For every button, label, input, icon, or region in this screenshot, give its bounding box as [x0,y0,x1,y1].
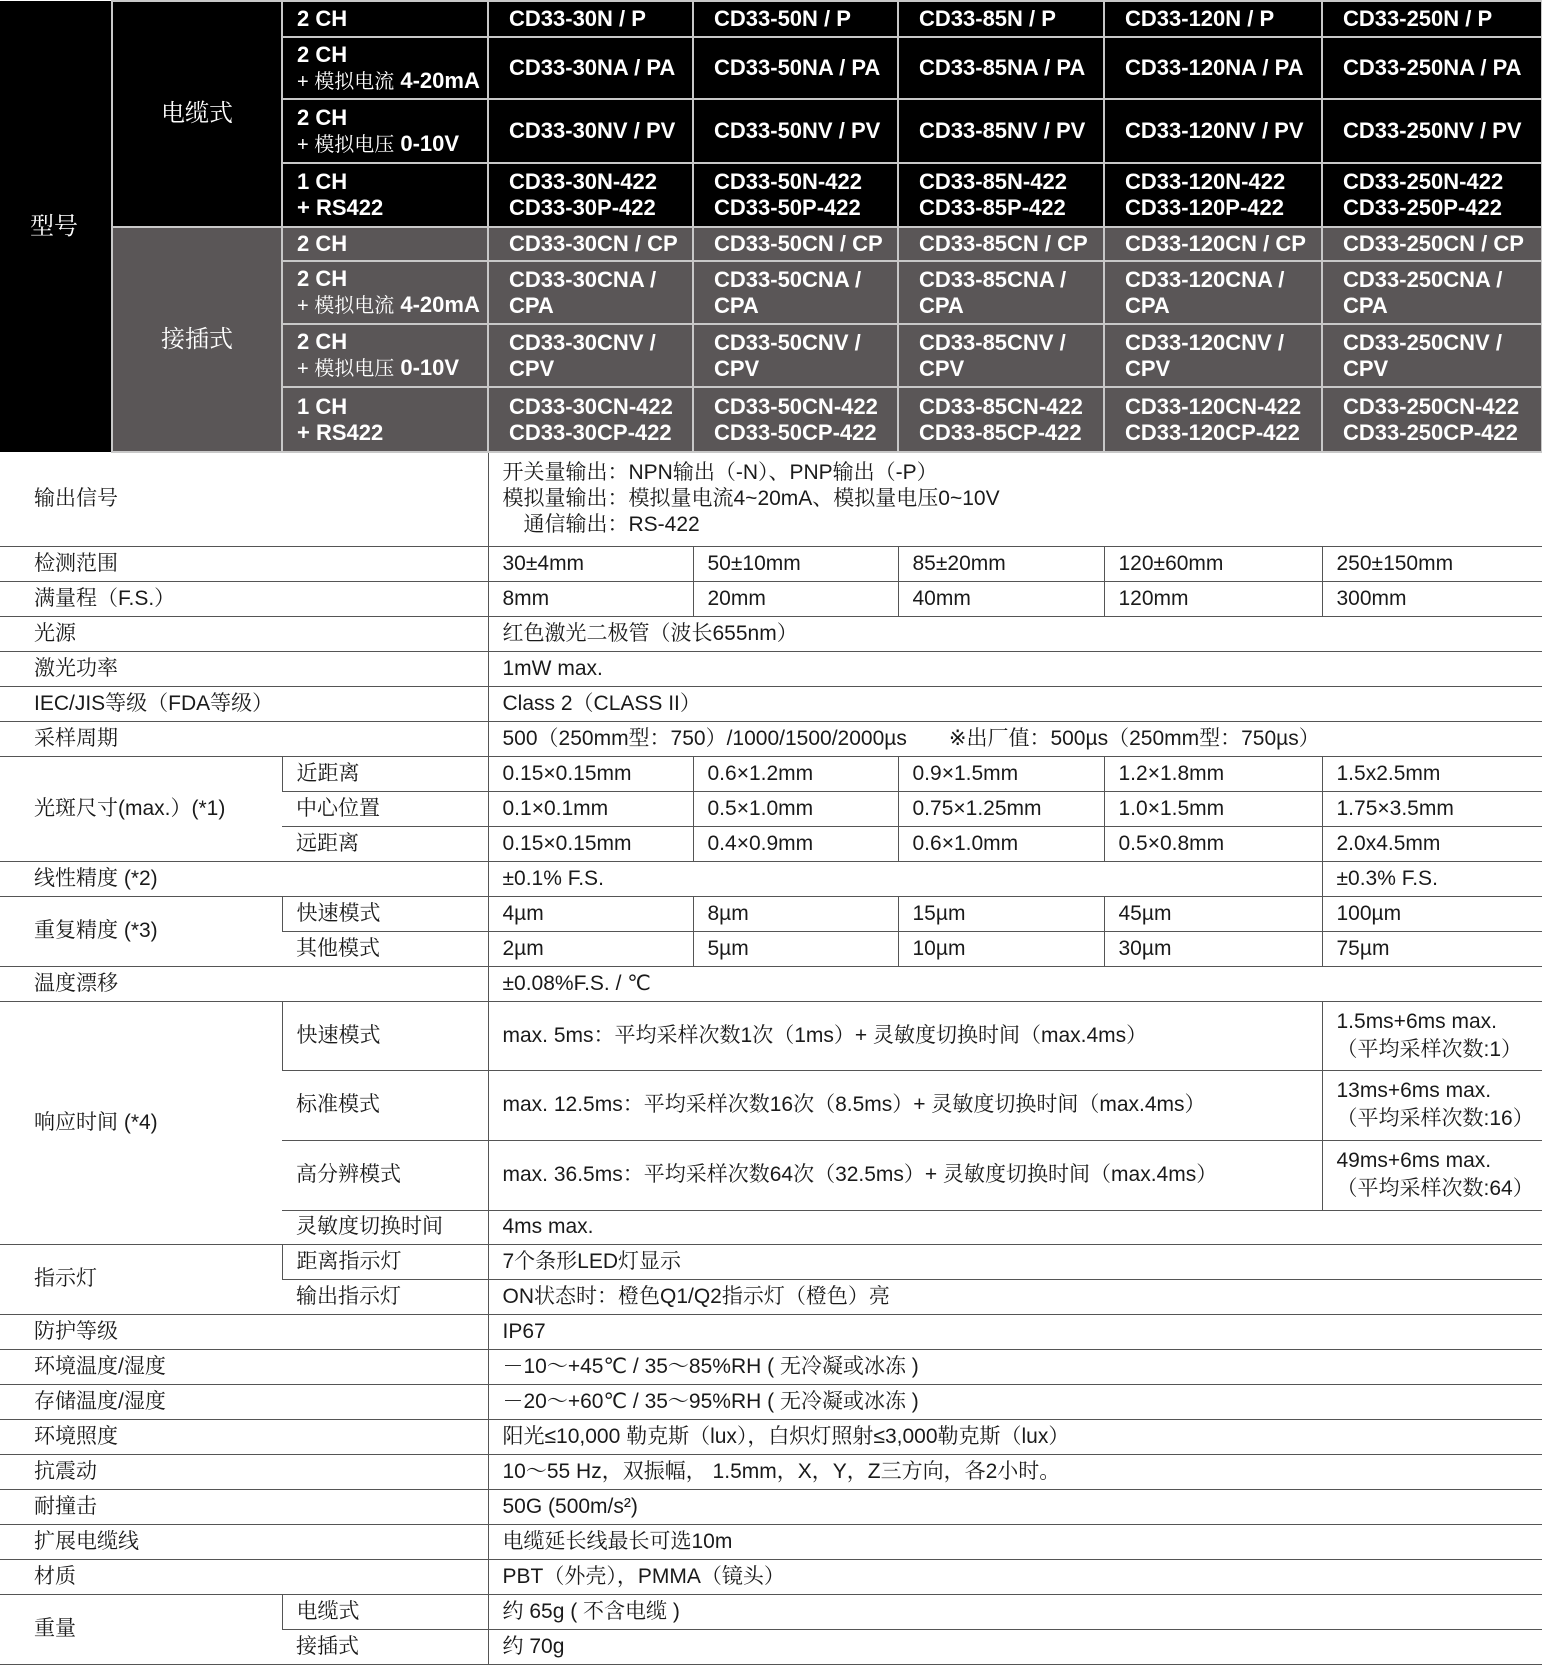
spec-note: 49ms+6ms max. （平均采样次数:64） [1322,1140,1542,1210]
spec-value: 8µm [693,896,898,931]
model-cell: CD33-50NV / PV [693,99,898,163]
model-cell: CD33-250NA / PA [1322,37,1542,99]
spec-value: 85±20mm [898,546,1104,581]
spec-value: 7个条形LED灯显示 [488,1244,1542,1279]
spec-value: 30µm [1104,931,1322,966]
model-cell: CD33-120CN / CP [1104,227,1322,261]
spec-value: 1.5x2.5mm [1322,756,1542,791]
spec-label: 检测范围 [0,546,488,581]
model-cell: CD33-30CN / CP [488,227,693,261]
spec-value: 0.9×1.5mm [898,756,1104,791]
cable-type-label: 电缆式 [112,1,282,227]
spec-label: 温度漂移 [0,966,488,1001]
spec-value: 1.0×1.5mm [1104,791,1322,826]
spec-sublabel: 高分辨模式 [282,1140,488,1210]
spec-row-light-source [0,616,1542,651]
model-cell: CD33-250CN-422 CD33-250CP-422 [1322,387,1542,452]
spec-value: PBT（外壳），PMMA（镜头） [488,1559,1542,1594]
model-cell: CD33-30CNV / CPV [488,324,693,387]
spec-value: 2µm [488,931,693,966]
spec-sublabel: 快速模式 [282,896,488,931]
spec-value: 1.75×3.5mm [1322,791,1542,826]
model-cell: CD33-30NV / PV [488,99,693,163]
spec-value: Class 2（CLASS II） [488,686,1542,721]
model-cell: CD33-50CNA / CPA [693,261,898,324]
spec-value: 40mm [898,581,1104,616]
model-cell: CD33-85CN-422 CD33-85CP-422 [898,387,1104,452]
spec-value: 120mm [1104,581,1322,616]
model-cell: CD33-50N-422 CD33-50P-422 [693,163,898,227]
spec-value: 250±150mm [1322,546,1542,581]
spec-sublabel: 快速模式 [282,1001,488,1070]
spec-label: IEC/JIS等级（FDA等级） [0,686,488,721]
spec-sublabel: 远距离 [282,826,488,861]
spec-value: 50G (500m/s²) [488,1489,1542,1524]
model-cell: CD33-120CNV / CPV [1104,324,1322,387]
channel-label: 2 CH + 模拟电压 0-10V [282,99,488,163]
model-cell: CD33-50CN / CP [693,227,898,261]
model-cell: CD33-250CNA / CPA [1322,261,1542,324]
model-cell: CD33-50NA / PA [693,37,898,99]
spec-value: 15µm [898,896,1104,931]
spec-sublabel: 距离指示灯 [282,1244,488,1279]
spec-row-spot-size [0,756,1542,791]
model-section [0,1,1542,452]
spec-row-full-scale [0,581,1542,616]
spec-row-sampling-period [0,721,1542,756]
spec-value: max. 36.5ms：平均采样次数64次（32.5ms）+ 灵敏度切换时间（max.4ms） [488,1140,1322,1210]
model-cell: CD33-85N / P [898,1,1104,37]
model-cell: CD33-120N-422 CD33-120P-422 [1104,163,1322,227]
channel-label: 2 CH + 模拟电压 0-10V [282,324,488,387]
spec-label: 输出信号 [0,452,488,546]
channel-label: 2 CH [282,227,488,261]
spec-label: 环境照度 [0,1419,488,1454]
spec-value: 75µm [1322,931,1542,966]
spec-sublabel: 中心位置 [282,791,488,826]
model-cell: CD33-120N / P [1104,1,1322,37]
spec-value: 0.6×1.0mm [898,826,1104,861]
model-cell: CD33-250N / P [1322,1,1542,37]
spec-value: 45µm [1104,896,1322,931]
spec-value: 120±60mm [1104,546,1322,581]
spec-row-indicator [0,1244,1542,1279]
spec-value: 电缆延长线最长可选10m [488,1524,1542,1559]
spec-value: 100µm [1322,896,1542,931]
spec-value: 20mm [693,581,898,616]
model-cell: CD33-85NV / PV [898,99,1104,163]
spec-value: 50±10mm [693,546,898,581]
spec-section [0,452,1542,1664]
model-cell: CD33-85CN / CP [898,227,1104,261]
spec-row-protection [0,1314,1542,1349]
spec-row-laser-power [0,651,1542,686]
spec-sublabel: 电缆式 [282,1594,488,1629]
spec-value: 300mm [1322,581,1542,616]
spec-value: 10～55 Hz，双振幅， 1.5mm，X，Y，Z三方向，各2小时。 [488,1454,1542,1489]
channel-label: 1 CH + RS422 [282,387,488,452]
channel-label: 2 CH + 模拟电流 4-20mA [282,261,488,324]
model-cell: CD33-250CNV / CPV [1322,324,1542,387]
spec-note: 13ms+6ms max. （平均采样次数:16） [1322,1070,1542,1140]
spec-value: 开关量输出：NPN输出（-N）、PNP输出（-P） 模拟量输出：模拟量电流4~20mA、模拟量电压0~10V 通信输出：RS-422 [488,452,1542,546]
model-cell: CD33-30CN-422 CD33-30CP-422 [488,387,693,452]
spec-value: IP67 [488,1314,1542,1349]
spec-row-extension-cable [0,1524,1542,1559]
spec-label: 扩展电缆线 [0,1524,488,1559]
spec-sublabel: 接插式 [282,1629,488,1664]
spec-label: 光源 [0,616,488,651]
spec-value: 0.1×0.1mm [488,791,693,826]
spec-value: ±0.1% F.S. [488,861,1322,896]
model-cell: CD33-85CNA / CPA [898,261,1104,324]
model-cell: CD33-30N-422 CD33-30P-422 [488,163,693,227]
spec-row-material [0,1559,1542,1594]
model-row [0,227,1542,261]
spec-row-ambient-temp [0,1349,1542,1384]
channel-label: 2 CH [282,1,488,37]
model-cell: CD33-85CNV / CPV [898,324,1104,387]
spec-value: 8mm [488,581,693,616]
model-cell: CD33-85NA / PA [898,37,1104,99]
spec-row-shock [0,1489,1542,1524]
model-cell: CD33-50N / P [693,1,898,37]
spec-note: 1.5ms+6ms max. （平均采样次数:1） [1322,1001,1542,1070]
spec-label: 环境温度/湿度 [0,1349,488,1384]
spec-label: 重量 [0,1594,282,1664]
spec-value: －10～+45℃ / 35～85%RH ( 无冷凝或冰冻 ) [488,1349,1542,1384]
model-cell: CD33-250CN / CP [1322,227,1542,261]
spec-label: 激光功率 [0,651,488,686]
spec-value: ±0.3% F.S. [1322,861,1542,896]
model-cell: CD33-120CNA / CPA [1104,261,1322,324]
spec-label: 采样周期 [0,721,488,756]
spec-label: 存储温度/湿度 [0,1384,488,1419]
spec-value: ON状态时：橙色Q1/Q2指示灯（橙色）亮 [488,1279,1542,1314]
model-cell: CD33-250N-422 CD33-250P-422 [1322,163,1542,227]
model-cell: CD33-50CNV / CPV [693,324,898,387]
spec-value: －20～+60℃ / 35～95%RH ( 无冷凝或冰冻 ) [488,1384,1542,1419]
channel-label: 2 CH + 模拟电流 4-20mA [282,37,488,99]
spec-label: 耐撞击 [0,1489,488,1524]
spec-label: 材质 [0,1559,488,1594]
spec-label: 线性精度 (*2) [0,861,488,896]
spec-value: 0.75×1.25mm [898,791,1104,826]
model-cell: CD33-50CN-422 CD33-50CP-422 [693,387,898,452]
model-cell: CD33-30NA / PA [488,37,693,99]
spec-sublabel: 近距离 [282,756,488,791]
spec-label: 防护等级 [0,1314,488,1349]
spec-row-laser-class [0,686,1542,721]
spec-value: 10µm [898,931,1104,966]
model-row [0,1,1542,37]
spec-value: 1.2×1.8mm [1104,756,1322,791]
spec-label: 指示灯 [0,1244,282,1314]
spec-row-weight [0,1594,1542,1629]
spec-sublabel: 灵敏度切换时间 [282,1210,488,1244]
spec-value: 0.15×0.15mm [488,826,693,861]
spec-sublabel: 输出指示灯 [282,1279,488,1314]
spec-value: 4µm [488,896,693,931]
channel-label: 1 CH + RS422 [282,163,488,227]
spec-value: 4ms max. [488,1210,1542,1244]
spec-row-temp-drift [0,966,1542,1001]
spec-value: 0.4×0.9mm [693,826,898,861]
spec-label: 重复精度 (*3) [0,896,282,966]
model-label: 型号 [0,1,112,452]
spec-value: 30±4mm [488,546,693,581]
spec-value: 500（250mm型：750）/1000/1500/2000µs ※出厂值：500µs（250mm型：750µs） [488,721,1542,756]
spec-value: max. 12.5ms：平均采样次数16次（8.5ms）+ 灵敏度切换时间（max.4ms） [488,1070,1322,1140]
spec-value: 红色激光二极管（波长655nm） [488,616,1542,651]
spec-sublabel: 其他模式 [282,931,488,966]
model-cell: CD33-120NV / PV [1104,99,1322,163]
spec-value: max. 5ms：平均采样次数1次（1ms）+ 灵敏度切换时间（max.4ms） [488,1001,1322,1070]
spec-row-detection-range [0,546,1542,581]
spec-value: 阳光≤10,000 勒克斯（lux），白炽灯照射≤3,000勒克斯（lux） [488,1419,1542,1454]
spec-value: 约 65g ( 不含电缆 ) [488,1594,1542,1629]
model-cell: CD33-30N / P [488,1,693,37]
spec-value: 2.0x4.5mm [1322,826,1542,861]
model-cell: CD33-250NV / PV [1322,99,1542,163]
spec-row-vibration [0,1454,1542,1489]
spec-value: 约 70g [488,1629,1542,1664]
spec-label: 响应时间 (*4) [0,1001,282,1244]
spec-row-response-time [0,1001,1542,1070]
spec-label: 满量程（F.S.） [0,581,488,616]
spec-value: 5µm [693,931,898,966]
model-cell: CD33-30CNA / CPA [488,261,693,324]
spec-row-repeatability [0,896,1542,931]
spec-sublabel: 标准模式 [282,1070,488,1140]
spec-value: 0.6×1.2mm [693,756,898,791]
spec-value: 0.15×0.15mm [488,756,693,791]
plug-type-label: 接插式 [112,227,282,452]
spec-value: 1mW max. [488,651,1542,686]
spec-value: 0.5×0.8mm [1104,826,1322,861]
model-cell: CD33-120NA / PA [1104,37,1322,99]
spec-row-ambient-light [0,1419,1542,1454]
spec-label: 抗震动 [0,1454,488,1489]
spec-row-storage-temp [0,1384,1542,1419]
spec-value: ±0.08%F.S. / ℃ [488,966,1542,1001]
spec-label: 光斑尺寸(max.）(*1) [0,756,282,861]
spec-row-output-signal [0,452,1542,546]
model-cell: CD33-120CN-422 CD33-120CP-422 [1104,387,1322,452]
spec-row-linearity [0,861,1542,896]
spec-value: 0.5×1.0mm [693,791,898,826]
model-cell: CD33-85N-422 CD33-85P-422 [898,163,1104,227]
